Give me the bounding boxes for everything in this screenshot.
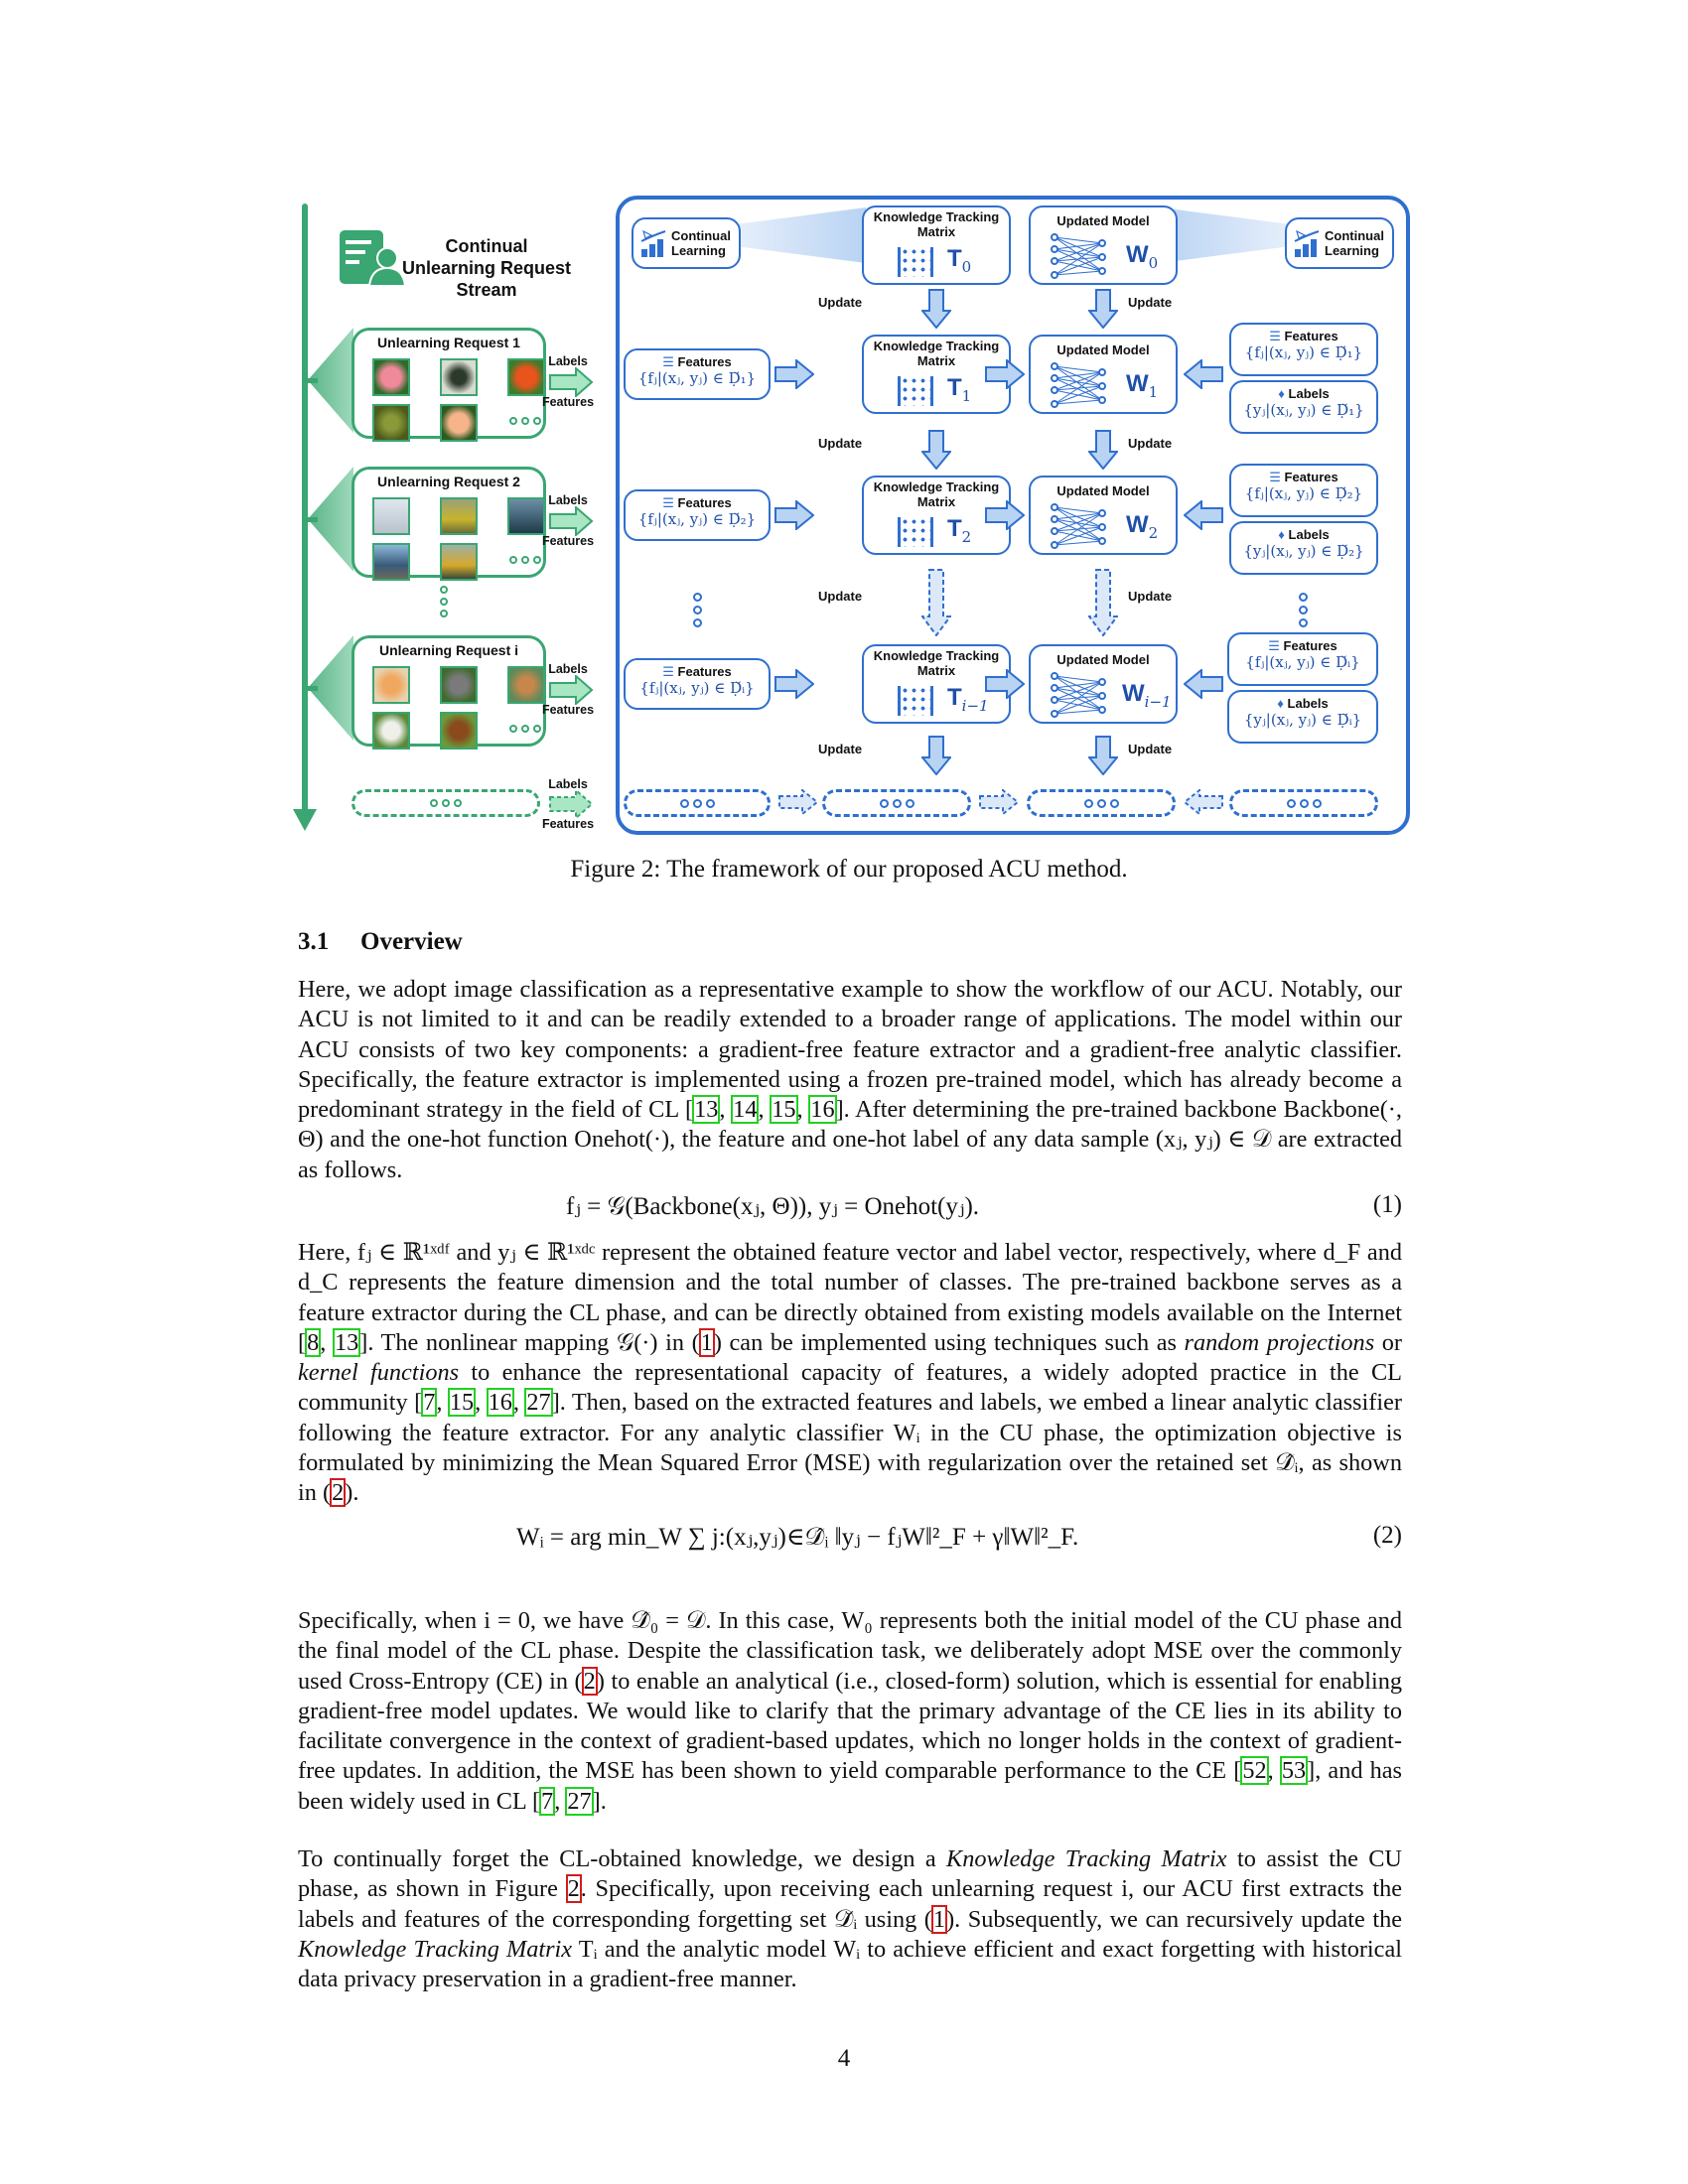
equation-2: [298, 1522, 1402, 1562]
more-dots-icon: [507, 543, 543, 577]
thumbnail-image: [440, 358, 478, 396]
section-number: 3.1: [298, 928, 330, 955]
citation-link[interactable]: 7: [541, 1787, 554, 1815]
citation-link[interactable]: 53: [1281, 1757, 1307, 1785]
features-box-right-1: [1229, 323, 1378, 376]
unlearning-request-2: [352, 467, 546, 578]
labels-set: {yⱼ|(xⱼ, yⱼ) ∈ Ḍ̆ᵢ}: [1243, 711, 1362, 729]
list-icon: ☰: [662, 495, 674, 510]
equation-body: Wᵢ = arg min_W ∑ j:(xⱼ,yⱼ)∈𝒟̂ᵢ ‖yⱼ − fⱼW‖²_F + γ‖W‖²_F.: [516, 1524, 1079, 1551]
request-title: Unlearning Request 2: [377, 474, 520, 489]
citation-link[interactable]: 52: [1242, 1757, 1267, 1785]
tag-icon: ♦: [1278, 527, 1285, 542]
stream-title: Continual Unlearning Request Stream: [401, 236, 572, 300]
ktm-title: Knowledge Tracking Matrix: [873, 339, 1000, 368]
features-arrow-label: Features: [541, 534, 595, 548]
future-ktm-placeholder: [822, 789, 971, 817]
updated-model-w1: [1029, 335, 1178, 414]
update-label: Update: [1128, 436, 1173, 451]
stream-arrow-head: [293, 809, 317, 831]
timeline-tick: [304, 378, 318, 383]
labels-arrow-label: Labels: [548, 493, 588, 507]
equation-ref-link[interactable]: 1: [932, 1905, 946, 1933]
neural-network-icon: [1051, 233, 1106, 279]
knowledge-tracking-matrix-t0: [862, 205, 1011, 285]
vertical-dots-icon: [440, 586, 448, 617]
growth-chart-icon: [1293, 229, 1323, 259]
thumbnail-image: [440, 497, 478, 535]
paragraph-3: Specifically, when i = 0, we have 𝒟̂₀ = 𝒟. In this case, W₀ represents both the initial model of the CU phase and the final model of the CL phase. Despite the classification task, we deliberately adopt MSE over the commonly used Cross-Entropy (CE) in (2) to enable an analytical (i.e., closed-form) solution, which is essential for enabling gradient-free model updates. We would like to clarify that the primary advantage of the CE lies in its ability to facilitate convergence in the context of gradient-based updates, which no longer holds in the context of gradient-free updates. In addition, the MSE has been shown to yield comparable performance to the CE [52, 53], and has been widely used in CL [7, 27].: [298, 1607, 1403, 1815]
thumbnail-image: [372, 712, 410, 750]
citation-link[interactable]: 15: [449, 1389, 475, 1417]
labels-header: ♦ Labels: [1277, 696, 1329, 711]
right-arrow-icon: [985, 500, 1025, 530]
ktm-title: Knowledge Tracking Matrix: [873, 209, 1000, 239]
labels-set: {yⱼ|(xⱼ, yⱼ) ∈ Ḍ̆₁}: [1243, 401, 1364, 419]
right-arrow-icon: [985, 669, 1025, 699]
features-header: ☰ Features: [1268, 638, 1337, 653]
update-label: Update: [818, 742, 863, 756]
citation-link[interactable]: 27: [567, 1787, 592, 1815]
labels-header: ♦ Labels: [1278, 386, 1330, 401]
citation-link[interactable]: 14: [733, 1096, 758, 1124]
green-dashed-arrow-icon: [548, 789, 594, 819]
model-title: Updated Model: [1056, 652, 1150, 667]
citation-link[interactable]: 27: [526, 1389, 551, 1417]
green-right-arrow-icon: [548, 675, 594, 705]
features-arrow-label: Features: [541, 395, 595, 409]
update-label: Update: [1128, 742, 1173, 756]
more-dots-icon: [507, 712, 543, 746]
model-title: Updated Model: [1056, 342, 1150, 357]
unlearning-request-i: [352, 635, 546, 747]
labels-arrow-label: Labels: [548, 662, 588, 676]
page-number: 4: [837, 2045, 851, 2072]
neural-network-icon: [1051, 362, 1106, 408]
matrix-icon: [898, 376, 933, 406]
future-features-placeholder: [624, 789, 771, 817]
growth-chart-icon: [639, 229, 669, 259]
model-title: Updated Model: [1056, 213, 1150, 228]
features-box-left-2: [624, 489, 771, 541]
right-arrow-icon: [774, 359, 814, 389]
features-arrow-label: Features: [541, 817, 595, 831]
down-arrow-icon: [1088, 289, 1118, 329]
citation-link[interactable]: 16: [810, 1096, 835, 1124]
framework-figure: [288, 194, 1410, 844]
features-box-left-1: [624, 348, 771, 400]
features-header: ☰ Features: [662, 495, 732, 510]
dashed-down-arrow-icon: [921, 569, 951, 636]
updated-model-w2: [1029, 476, 1178, 555]
matrix-symbol: $T_0$: [947, 245, 972, 276]
citation-link[interactable]: 16: [488, 1389, 512, 1417]
update-label: Update: [1128, 295, 1173, 310]
updated-model-w0: [1029, 205, 1178, 285]
updated-model-w-i-minus-1: [1029, 644, 1178, 724]
features-box-left-i: [624, 658, 771, 710]
vertical-dots-icon: [1299, 593, 1308, 627]
section-heading: [298, 928, 463, 956]
thumbnail-image: [440, 712, 478, 750]
request-title: Unlearning Request i: [378, 642, 519, 658]
stream-timeline: [302, 204, 308, 819]
features-set: {fⱼ|(xⱼ, yⱼ) ∈ Ḍ̆₂}: [1244, 484, 1363, 502]
tag-icon: ♦: [1277, 696, 1284, 711]
right-arrow-icon: [774, 669, 814, 699]
features-header: ☰ Features: [1269, 329, 1338, 343]
matrix-icon: [898, 686, 933, 716]
continual-learning-box-right: [1285, 217, 1394, 269]
timeline-tick: [304, 517, 318, 522]
list-icon: ☰: [1269, 329, 1281, 343]
thumbnail-image: [440, 666, 478, 704]
model-symbol: $W_1$: [1126, 370, 1159, 401]
matrix-symbol: $T_2$: [947, 515, 972, 546]
future-model-placeholder: [1027, 789, 1176, 817]
update-label: Update: [818, 436, 863, 451]
green-right-arrow-icon: [548, 367, 594, 397]
labels-set: {yⱼ|(xⱼ, yⱼ) ∈ Ḍ̆₂}: [1243, 542, 1364, 560]
update-label: Update: [818, 589, 863, 604]
dashed-right-arrow-icon: [979, 789, 1019, 815]
down-arrow-icon: [1088, 430, 1118, 470]
paragraph-1: Here, we adopt image classification as a representative example to show the workflow of our ACU. Notably, our ACU is not limited to it and can be readily extended to a broader range of applications. The model within our ACU consists of two key components: a gradient-free feature extractor and a gradient-free analytic classifier. Specifically, the feature extractor is implemented using a frozen pre-trained model, which has already become a predominant strategy in the field of CL [13, 14, 15, 16]. After determining the pre-trained backbone Backbone(·, Θ) and the one-hot function Onehot(·), the feature and one-hot label of any data sample (xⱼ, yⱼ) ∈ 𝒟 are extracted as follows.: [298, 976, 1403, 1183]
left-arrow-icon: [1184, 359, 1223, 389]
equation-1: [298, 1191, 1402, 1223]
equation-ref-link[interactable]: 1: [700, 1328, 713, 1356]
down-arrow-icon: [921, 736, 951, 775]
dashed-down-arrow-icon: [1088, 569, 1118, 636]
update-label: Update: [818, 295, 863, 310]
thumbnail-image: [372, 543, 410, 581]
model-title: Updated Model: [1056, 483, 1150, 498]
thumbnail-image: [372, 666, 410, 704]
thumbnail-image: [440, 404, 478, 442]
thumbnail-image: [372, 358, 410, 396]
down-arrow-icon: [921, 289, 951, 329]
citation-link[interactable]: 13: [334, 1328, 359, 1356]
features-header: ☰ Features: [662, 664, 732, 679]
continual-learning-label: Continual Learning: [1325, 228, 1384, 258]
green-right-arrow-icon: [548, 506, 594, 536]
more-dots-icon: [354, 792, 537, 814]
features-set: {fⱼ|(xⱼ, yⱼ) ∈ Ḍ̆ᵢ}: [1245, 653, 1360, 671]
features-set: {fⱼ|(xⱼ, yⱼ) ∈ Ḍ̆ᵢ}: [639, 679, 755, 697]
continual-learning-box-left: [632, 217, 741, 269]
request-title: Unlearning Request 1: [377, 335, 520, 350]
future-request-placeholder: [352, 789, 540, 817]
model-symbol: $W_2$: [1126, 511, 1159, 542]
equation-body: fⱼ = 𝒢(Backbone(xⱼ, Θ)), yⱼ = Onehot(yⱼ).: [566, 1193, 980, 1220]
thumbnail-image: [372, 404, 410, 442]
equation-number: (1): [1372, 1191, 1402, 1218]
left-arrow-icon: [1184, 669, 1223, 699]
right-arrow-icon: [985, 359, 1025, 389]
down-arrow-icon: [1088, 736, 1118, 775]
list-icon: ☰: [662, 354, 674, 369]
update-label: Update: [1128, 589, 1173, 604]
model-symbol: $W_{i-1}$: [1122, 680, 1172, 711]
thumbnail-image: [372, 497, 410, 535]
dashed-left-arrow-icon: [1184, 789, 1223, 815]
equation-number: (2): [1372, 1522, 1402, 1549]
matrix-icon: [898, 517, 933, 547]
features-header: ☰ Features: [1269, 470, 1338, 484]
paragraph-4: To continually forget the CL-obtained knowledge, we design a Knowledge Tracking Matrix to assist the CU phase, as shown in Figure 2. Specifically, upon receiving each unlearning request i, our ACU first extracts the labels and features of the corresponding forgetting set 𝒟̆ᵢ using (1). Subsequently, we can recursively update the Knowledge Tracking Matrix Tᵢ and the analytic model Wᵢ to achieve efficient and exact forgetting with historical data privacy preservation in a gradient-free manner.: [298, 1845, 1403, 1993]
features-arrow-label: Features: [541, 703, 595, 717]
labels-box-right-2: [1229, 521, 1378, 575]
figure-caption: Figure 2: The framework of our proposed ACU method.: [570, 856, 1128, 883]
unlearning-request-1: [352, 328, 546, 439]
beam: [1160, 207, 1289, 263]
list-icon: ☰: [662, 664, 674, 679]
labels-box-right-1: [1229, 380, 1378, 434]
beam: [737, 207, 866, 263]
more-dots-icon: [507, 404, 543, 438]
neural-network-icon: [1051, 503, 1106, 549]
list-icon: ☰: [1269, 470, 1281, 484]
features-set: {fⱼ|(xⱼ, yⱼ) ∈ Ḍ̆₂}: [637, 510, 757, 528]
ktm-title: Knowledge Tracking Matrix: [873, 479, 1000, 509]
thumbnail-image: [440, 543, 478, 581]
matrix-icon: [898, 247, 933, 277]
acu-framework-panel: [616, 196, 1410, 835]
figure-ref-link[interactable]: 2: [567, 1875, 580, 1903]
tag-icon: ♦: [1278, 386, 1285, 401]
equation-ref-link[interactable]: 2: [332, 1479, 345, 1507]
features-set: {fⱼ|(xⱼ, yⱼ) ∈ Ḍ̆₁}: [637, 369, 757, 387]
features-box-right-2: [1229, 464, 1378, 517]
neural-network-icon: [1051, 672, 1106, 718]
left-arrow-icon: [1184, 500, 1223, 530]
features-header: ☰ Features: [662, 354, 732, 369]
continual-learning-label: Continual Learning: [671, 228, 731, 258]
matrix-symbol: $T_{i-1}$: [947, 684, 989, 715]
features-set: {fⱼ|(xⱼ, yⱼ) ∈ Ḍ̆₁}: [1244, 343, 1363, 361]
ktm-title: Knowledge Tracking Matrix: [873, 648, 1000, 678]
list-icon: ☰: [1268, 638, 1280, 653]
citation-link[interactable]: 7: [423, 1389, 436, 1417]
future-request-data-placeholder: [1229, 789, 1378, 817]
vertical-dots-icon: [693, 593, 702, 627]
section-title: Overview: [360, 928, 463, 955]
down-arrow-icon: [921, 430, 951, 470]
features-box-right-i: [1227, 632, 1378, 686]
labels-header: ♦ Labels: [1278, 527, 1330, 542]
labels-arrow-label: Labels: [548, 354, 588, 368]
citation-link[interactable]: 13: [694, 1096, 719, 1124]
labels-box-right-i: [1227, 690, 1378, 744]
dashed-right-arrow-icon: [778, 789, 818, 815]
citation-link[interactable]: 8: [307, 1328, 320, 1356]
right-arrow-icon: [774, 500, 814, 530]
matrix-symbol: $T_1$: [947, 374, 972, 405]
model-symbol: $W_0$: [1126, 241, 1159, 272]
equation-ref-link[interactable]: 2: [583, 1667, 596, 1695]
labels-arrow-label: Labels: [548, 777, 588, 791]
citation-link[interactable]: 15: [772, 1096, 796, 1124]
timeline-tick: [304, 686, 318, 691]
paragraph-2: Here, fⱼ ∈ ℝ¹ˣᵈᶠ and yⱼ ∈ ℝ¹ˣᵈᶜ represent the obtained feature vector and label vector, respectively, where d_F and d_C represents the feature dimension and the total number of classes. The pre-trained backbone serves as a feature extractor during the CL phase, and can be directly obtained from existing models available on the Internet [8, 13]. The nonlinear mapping 𝒢(·) in (1) can be implemented using techniques such as random projections or kernel functions to enhance the representational capacity of features, a widely adopted practice in the CL community [7, 15, 16, 27]. Then, based on the extracted features and labels, we embed a linear analytic classifier following the feature extractor. For any analytic classifier Wᵢ in the CU phase, the optimization objective is formulated by minimizing the Mean Squared Error (MSE) with regularization over the retained set 𝒟̂ᵢ, as shown in (2).: [298, 1239, 1402, 1507]
